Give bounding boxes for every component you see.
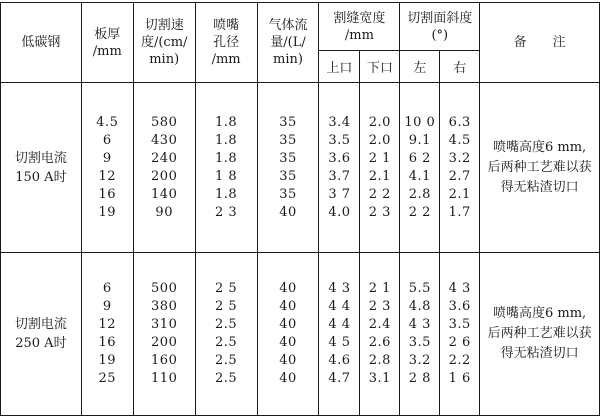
header-speed — [133, 3, 195, 83]
cell-value: 2 6 — [448, 335, 471, 350]
cell-value: 40 — [279, 353, 297, 368]
header-remark: 备 注 — [480, 3, 600, 83]
cell-value: 1.7 — [448, 204, 471, 220]
cell-value: 580 — [151, 114, 178, 130]
cell-value: 3.6 — [328, 150, 351, 166]
header-kerf-line1: 割缝宽度 — [333, 10, 386, 26]
cell-value: 2.7 — [448, 168, 471, 184]
cell-value: 2.4 — [368, 317, 391, 332]
cell-value: 9 — [102, 150, 112, 166]
cell-value: 9 — [102, 299, 112, 314]
cell-value: 2 5 — [215, 281, 238, 296]
cell-value: 40 — [279, 317, 297, 332]
cell-value: 3.2 — [408, 353, 431, 368]
cell-value: 40 — [279, 281, 297, 296]
speed-values — [133, 253, 195, 416]
cell-value: 19 — [98, 353, 117, 368]
header-bevel-line1: 切割面斜度 — [407, 10, 473, 26]
kerf-bottom-values — [360, 83, 400, 253]
cell-value: 4.8 — [408, 299, 431, 314]
header-thickness — [81, 3, 133, 83]
cell-value: 4 4 — [328, 299, 351, 314]
cell-value: 2.5 — [215, 335, 238, 350]
thickness-values — [81, 253, 133, 416]
header-speed-line1: 切割速 — [144, 18, 184, 33]
cell-value: 10 0 — [404, 114, 436, 130]
remark-line1: 喷嘴高度6 mm, — [493, 139, 587, 155]
cell-value: 35 — [279, 114, 297, 130]
cell-value: 40 — [279, 299, 297, 314]
bevel-left-values — [400, 253, 440, 416]
group-label-line1: 切割电流 — [14, 150, 67, 166]
group-label — [1, 83, 82, 253]
cell-value: 2 5 — [215, 299, 238, 314]
cell-value: 90 — [155, 204, 173, 220]
cell-value: 110 — [151, 371, 178, 386]
header-speed-line2: 度/(cm/ — [140, 35, 188, 50]
header-gas-line2: 量/(L/ — [270, 35, 306, 50]
cell-value: 1.8 — [215, 132, 238, 148]
header-bevel-line2: (°) — [431, 27, 449, 43]
bevel-left-values — [400, 83, 440, 253]
cell-value: 3.5 — [408, 335, 431, 350]
header-kerf-bottom: 下口 — [360, 51, 400, 83]
cell-value: 12 — [98, 168, 117, 184]
header-nozzle — [195, 3, 257, 83]
cell-value: 3.4 — [328, 114, 351, 130]
cell-value: 5.5 — [408, 281, 431, 296]
cell-value: 4.7 — [328, 371, 351, 386]
bevel-right-values — [440, 83, 480, 253]
cell-value: 35 — [279, 132, 297, 148]
cell-value: 3 7 — [328, 186, 351, 202]
cell-value: 1 8 — [215, 168, 238, 184]
speed-values — [133, 83, 195, 253]
cell-value: 4.0 — [328, 204, 351, 220]
header-thickness-line2: /mm — [92, 43, 122, 59]
cell-value: 2.8 — [368, 353, 391, 368]
cell-value: 380 — [151, 299, 178, 314]
cell-value: 2.1 — [368, 168, 391, 184]
gas-values — [257, 83, 319, 253]
cell-value: 1.8 — [215, 186, 238, 202]
thickness-values — [81, 83, 133, 253]
header-kerf — [319, 3, 400, 51]
cell-value: 4 3 — [408, 317, 431, 332]
cell-value: 16 — [98, 186, 117, 202]
cell-value: 2 3 — [368, 299, 391, 314]
header-nozzle-line3: /mm — [211, 52, 241, 67]
cell-value: 2.5 — [215, 353, 238, 368]
cell-value: 2.2 — [448, 353, 471, 368]
cell-value: 1 6 — [448, 371, 471, 386]
cell-value: 4.6 — [328, 353, 351, 368]
group-label-line1: 切割电流 — [14, 317, 67, 332]
cell-value: 16 — [98, 335, 117, 350]
cell-value: 2.5 — [215, 317, 238, 332]
header-kerf-top: 上口 — [319, 51, 360, 83]
cell-value: 1.8 — [215, 114, 238, 130]
cell-value: 6 — [102, 281, 112, 296]
cell-value: 2.6 — [368, 335, 391, 350]
cell-value: 4 4 — [328, 317, 351, 332]
header-gas-line1: 气体流 — [268, 18, 308, 33]
cell-value: 2 2 — [408, 204, 431, 220]
remark-line3: 得无粘渣切口 — [500, 346, 579, 361]
cell-value: 2.0 — [368, 132, 391, 148]
cell-value: 2 1 — [368, 150, 391, 166]
cell-value: 6 2 — [408, 150, 431, 166]
remark-note — [480, 83, 600, 253]
cell-value: 200 — [151, 168, 178, 184]
cell-value: 3.5 — [328, 132, 351, 148]
header-row — [1, 3, 600, 51]
cell-value: 35 — [279, 150, 297, 166]
cell-value: 40 — [279, 204, 297, 220]
remark-note — [480, 253, 600, 416]
cell-value: 430 — [151, 132, 178, 148]
nozzle-values — [195, 83, 257, 253]
table-row — [1, 253, 600, 416]
cell-value: 35 — [279, 186, 297, 202]
cell-value: 3.1 — [368, 371, 391, 386]
group-label-line2: 150 A时 — [15, 169, 67, 185]
cell-value: 19 — [98, 204, 117, 220]
header-speed-line3: min) — [149, 52, 180, 67]
cell-value: 3.6 — [448, 299, 471, 314]
group-label — [1, 253, 82, 416]
header-nozzle-line2: 孔径 — [213, 35, 240, 50]
cell-value: 4.5 — [96, 114, 119, 130]
kerf-top-values — [319, 83, 360, 253]
remark-line1: 喷嘴高度6 mm, — [493, 306, 587, 321]
cell-value: 4 3 — [328, 281, 351, 296]
cell-value: 160 — [151, 353, 178, 368]
cell-value: 4 5 — [328, 335, 351, 350]
header-nozzle-line1: 喷嘴 — [213, 18, 240, 33]
cell-value: 200 — [151, 335, 178, 350]
cell-value: 6 — [102, 132, 112, 148]
cell-value: 35 — [279, 168, 297, 184]
header-material: 低碳钢 — [1, 3, 82, 83]
header-gas — [257, 3, 319, 83]
cell-value: 2.5 — [215, 371, 238, 386]
cell-value: 1.8 — [215, 150, 238, 166]
cell-value: 9.1 — [408, 132, 431, 148]
gas-values — [257, 253, 319, 416]
cell-value: 3.7 — [328, 168, 351, 184]
remark-line3: 得无粘渣切口 — [500, 179, 579, 195]
cell-value: 500 — [151, 281, 178, 296]
header-bevel — [400, 3, 480, 51]
cell-value: 2 1 — [368, 281, 391, 296]
cell-value: 240 — [151, 150, 178, 166]
cell-value: 4 3 — [448, 281, 471, 296]
kerf-top-values — [319, 253, 360, 416]
cell-value: 2 8 — [408, 371, 431, 386]
remark-line2: 后两种工艺难以获 — [487, 159, 592, 175]
cell-value: 2.8 — [408, 186, 431, 202]
header-thickness-line1: 板厚 — [94, 26, 121, 42]
cell-value: 3.5 — [448, 317, 471, 332]
cell-value: 12 — [98, 317, 117, 332]
bevel-right-values — [440, 253, 480, 416]
cell-value: 40 — [279, 335, 297, 350]
nozzle-values — [195, 253, 257, 416]
header-gas-line3: min) — [273, 52, 303, 67]
cell-value: 2 3 — [215, 204, 238, 220]
cell-value: 2.1 — [448, 186, 471, 202]
remark-line2: 后两种工艺难以获 — [487, 326, 592, 341]
header-bevel-right: 右 — [440, 51, 480, 83]
group-label-line2: 250 A时 — [15, 336, 67, 351]
cell-value: 3.2 — [448, 150, 471, 166]
table-row — [1, 83, 600, 253]
cell-value: 40 — [279, 371, 297, 386]
cell-value: 2 2 — [368, 186, 391, 202]
cutting-parameters-table — [0, 2, 600, 416]
cell-value: 2.0 — [368, 114, 391, 130]
header-bevel-left: 左 — [400, 51, 440, 83]
cell-value: 4.5 — [448, 132, 471, 148]
cell-value: 140 — [151, 186, 178, 202]
cell-value: 4.1 — [408, 168, 431, 184]
cell-value: 6.3 — [448, 114, 471, 130]
cell-value: 2 3 — [368, 204, 391, 220]
header-kerf-line2: /mm — [344, 27, 374, 43]
kerf-bottom-values — [360, 253, 400, 416]
cell-value: 25 — [98, 371, 117, 386]
cell-value: 310 — [151, 317, 178, 332]
